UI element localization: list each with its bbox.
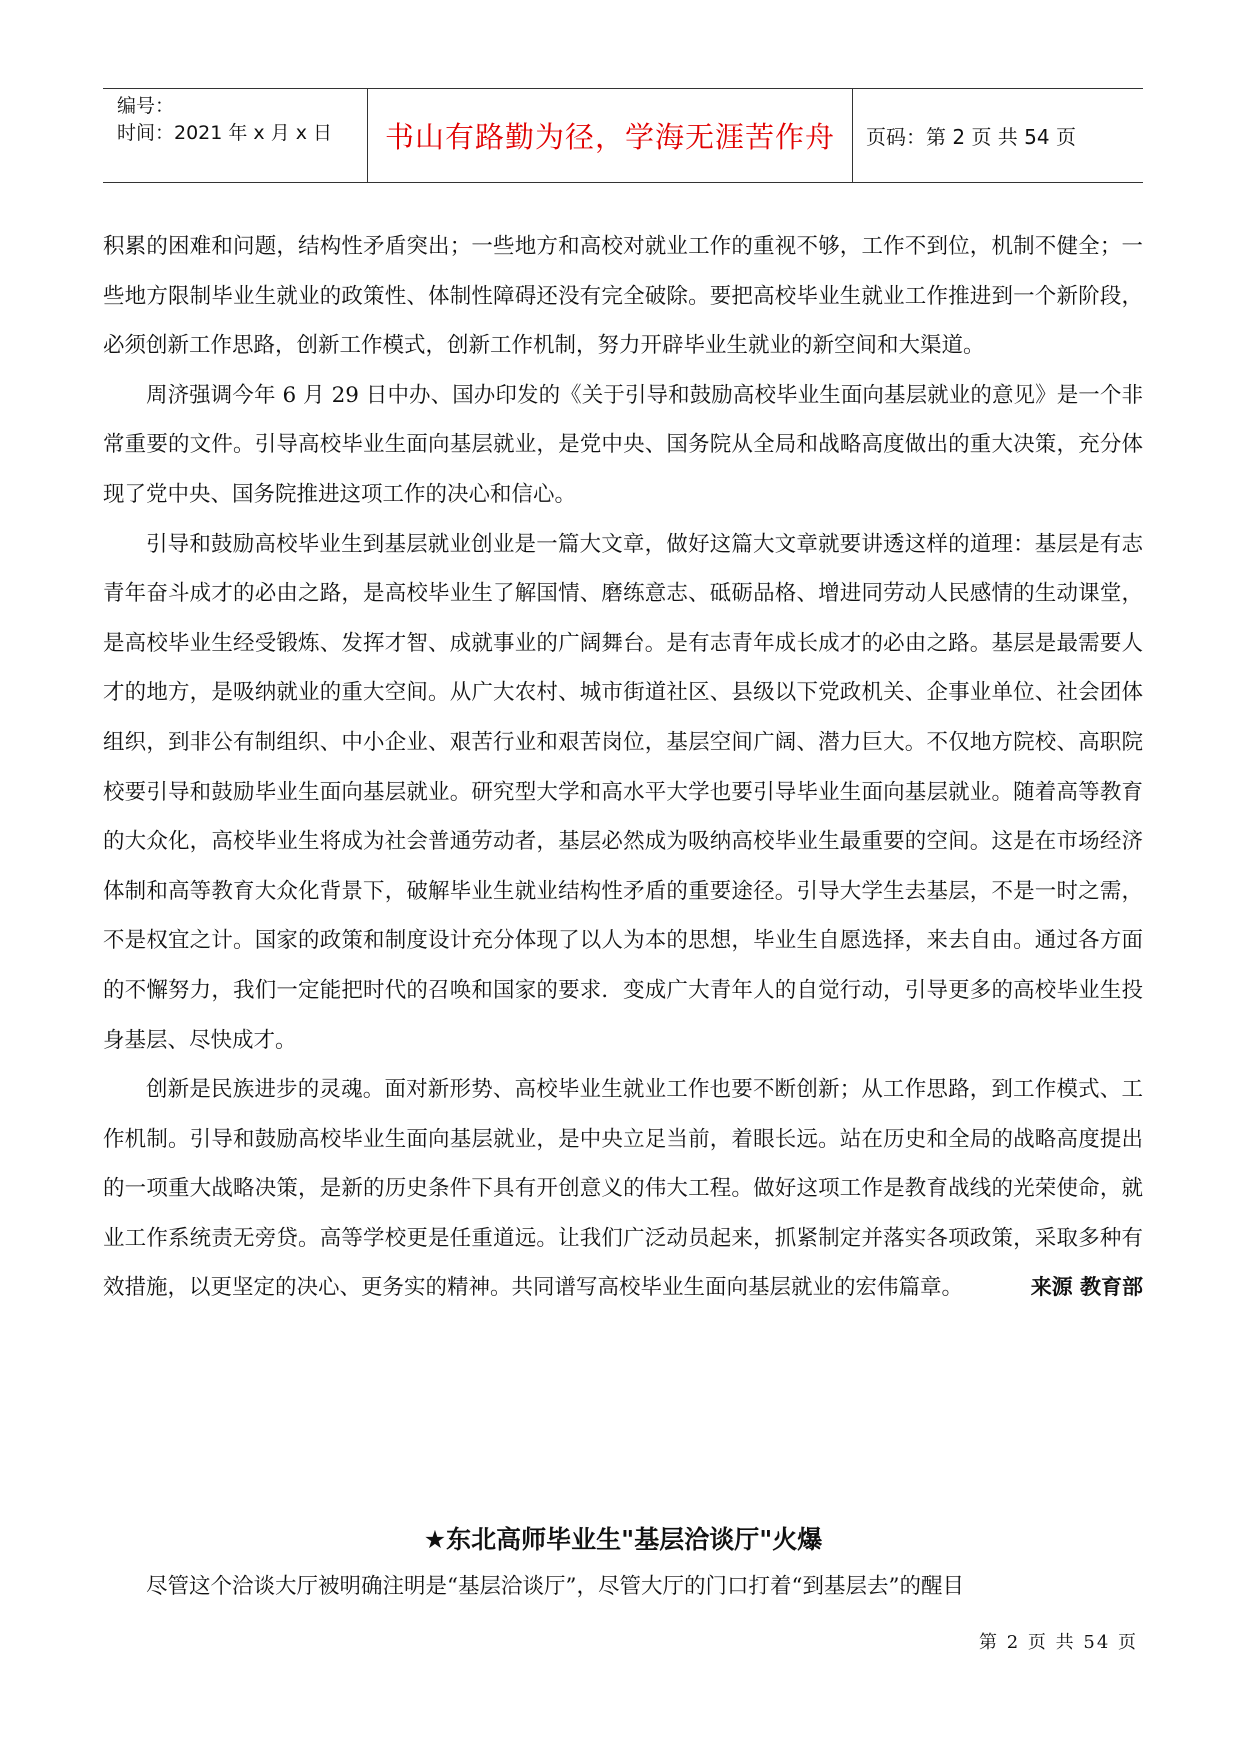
document-body bbox=[103, 222, 1143, 1313]
source-attribution: 来源 教育部 bbox=[1030, 1275, 1143, 1300]
paragraph bbox=[103, 1065, 1143, 1313]
paragraph: 周济强调今年 6 月 29 日中办、国办印发的《关于引导和鼓励高校毕业生面向基层就业的意见》是一个非常重要的文件。引导高校毕业生面向基层就业，是党中央、国务院从全局和战略高度做出的重大决策，充分体现了党中央、国务院推进这项工作的决心和信心。 bbox=[103, 382, 1143, 507]
header-meta bbox=[103, 89, 368, 182]
section-title: ★东北高师毕业生"基层洽谈厅"火爆 bbox=[423, 1525, 823, 1554]
header-page-number: 页码：第 2 页 共 54 页 bbox=[866, 125, 1076, 149]
paragraph: 积累的困难和问题，结构性矛盾突出；一些地方和高校对就业工作的重视不够，工作不到位，机制不健全；一些地方限制毕业生就业的政策性、体制性障碍还没有完全破除。要把高校毕业生就业工作推进到一个新阶段，必须创新工作思路，创新工作模式，创新工作机制，努力开辟毕业生就业的新空间和大渠道。 bbox=[103, 234, 1143, 359]
page-footer: 第 2 页 共 54 页 bbox=[979, 1632, 1138, 1653]
paragraph-text: 创新是民族进步的灵魂。面对新形势、高校毕业生就业工作也要不断创新；从工作思路，到工作模式、工作机制。引导和鼓励高校毕业生面向基层就业，是中央立足当前，着眼长远。站在历史和全局的战略高度提出的一项重大战略决策，是新的历史条件下具有开创意义的伟大工程。做好这项工作是教育战线的光荣使命，就业工作系统责无旁贷。高等学校更是任重道远。让我们广泛动员起来，抓紧制定并落实各项政策，采取多种有效措施，以更坚定的决心、更务实的精神。共同谱写高校毕业生面向基层就业的宏伟篇章。 bbox=[103, 1077, 1143, 1301]
header-number: 编号： bbox=[117, 95, 175, 117]
header-time: 时间：2021 年 x 月 x 日 bbox=[117, 122, 333, 144]
paragraph: 引导和鼓励高校毕业生到基层就业创业是一篇大文章，做好这篇大文章就要讲透这样的道理：基层是有志青年奋斗成才的必由之路，是高校毕业生了解国情、磨练意志、砥砺品格、增进同劳动人民感情的生动课堂，是高校毕业生经受锻炼、发挥才智、成就事业的广阔舞台。是有志青年成长成才的必由之路。基层是最需要人才的地方，是吸纳就业的重大空间。从广大农村、城市街道社区、县级以下党政机关、企事业单位、社会团体组织，到非公有制组织、中小企业、艰苦行业和艰苦岗位，基层空间广阔、潜力巨大。不仅地方院校、高职院校要引导和鼓励毕业生面向基层就业。研究型大学和高水平大学也要引导毕业生面向基层就业。随着高等教育的大众化，高校毕业生将成为社会普通劳动者，基层必然成为吸纳高校毕业生最重要的空间。这是在市场经济体制和高等教育大众化背景下，破解毕业生就业结构性矛盾的重要途径。引导大学生去基层，不是一时之需，不是权宜之计。国家的政策和制度设计充分体现了以人为本的思想，毕业生自愿选择，来去自由。通过各方面的不懈努力，我们一定能把时代的召唤和国家的要求．变成广大青年人的自觉行动，引导更多的高校毕业生投身基层、尽快成才。 bbox=[103, 531, 1143, 1053]
page-header bbox=[103, 88, 1143, 183]
header-motto: 书山有路勤为径，学海无涯苦作舟 bbox=[368, 89, 853, 182]
section-first-line: 尽管这个洽谈大厅被明确注明是“基层洽谈厅”，尽管大厅的门口打着“到基层去”的醒目 bbox=[146, 1574, 964, 1599]
